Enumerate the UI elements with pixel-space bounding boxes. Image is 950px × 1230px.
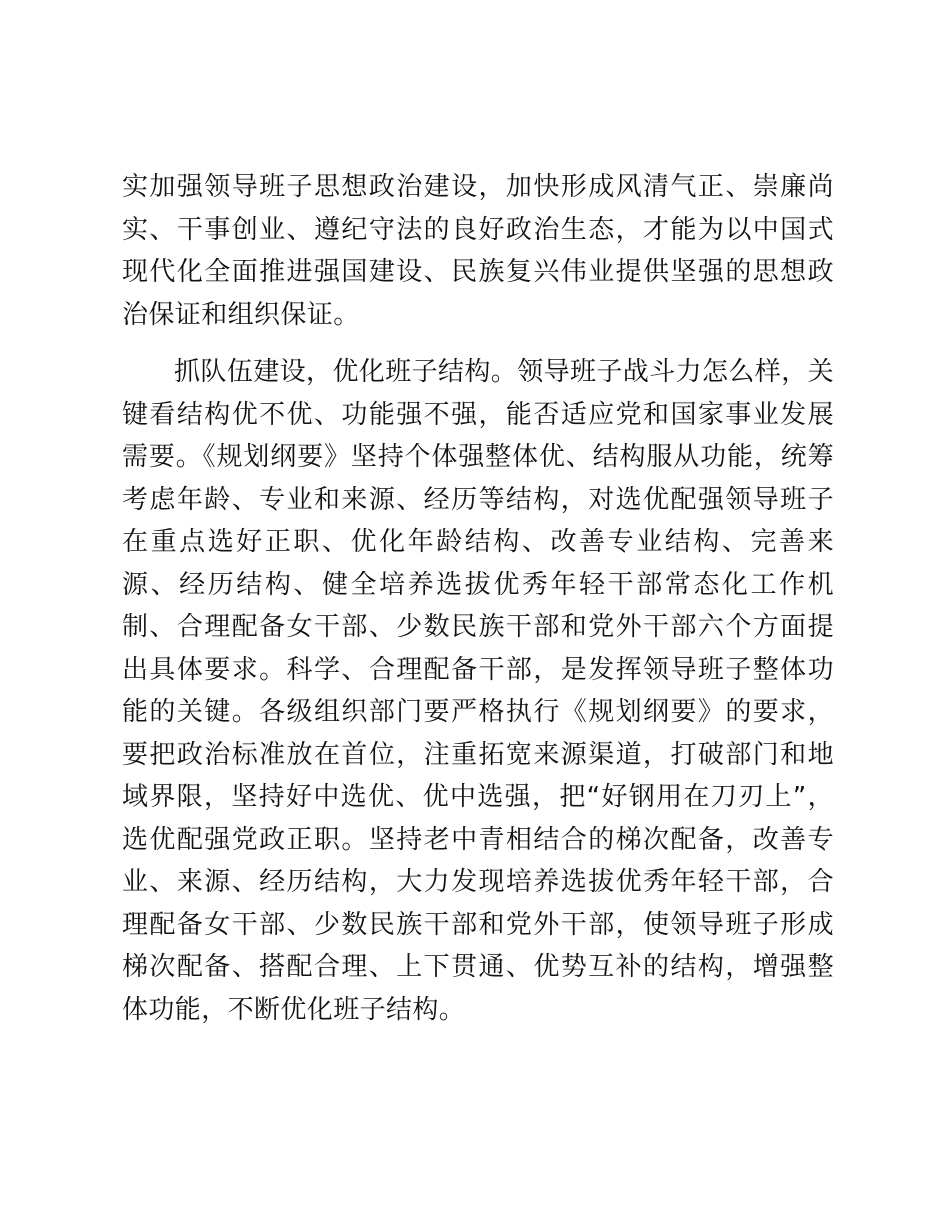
paragraph-team-structure: 抓队伍建设，优化班子结构。领导班子战斗力怎么样，关键看结构优不优、功能强不强，能否适应党和国家事业发展需要。《规划纲要》坚持个体强整体优、结构服从功能，统筹考虑年龄、专业和来源、经历等结构，对选优配强领导班子在重点选好正职、优化年龄结构、改善专业结构、完善来源、经历结构、健全培养选拔优秀年轻干部常态化工作机制、合理配备女干部、少数民族干部和党外干部六个方面提出具体要求。科学、合理配备干部，是发挥领导班子整体功能的关键。各级组织部门要严格执行《规划纲要》的要求，要把政治标准放在首位，注重拓宽来源渠道，打破部门和地域界限，坚持好中选优、优中选强，把“好钢用在刀刃上”，选优配强党政正职。坚持老中青相结合的梯次配备，改善专业、来源、经历结构，大力发现培养选拔优秀年轻干部，合理配备女干部、少数民族干部和党外干部，使领导班子形成梯次配备、搭配合理、上下贯通、优势互补的结构，增强整体功能，不断优化班子结构。 [122,357,835,1025]
paragraph-continued: 实加强领导班子思想政治建设，加快形成风清气正、崇廉尚实、干事创业、遵纪守法的良好政治生态，才能为以中国式现代化全面推进强国建设、民族复兴伟业提供坚强的思想政治保证和组织保证。 [122,172,834,330]
document-body [122,166,834,1031]
